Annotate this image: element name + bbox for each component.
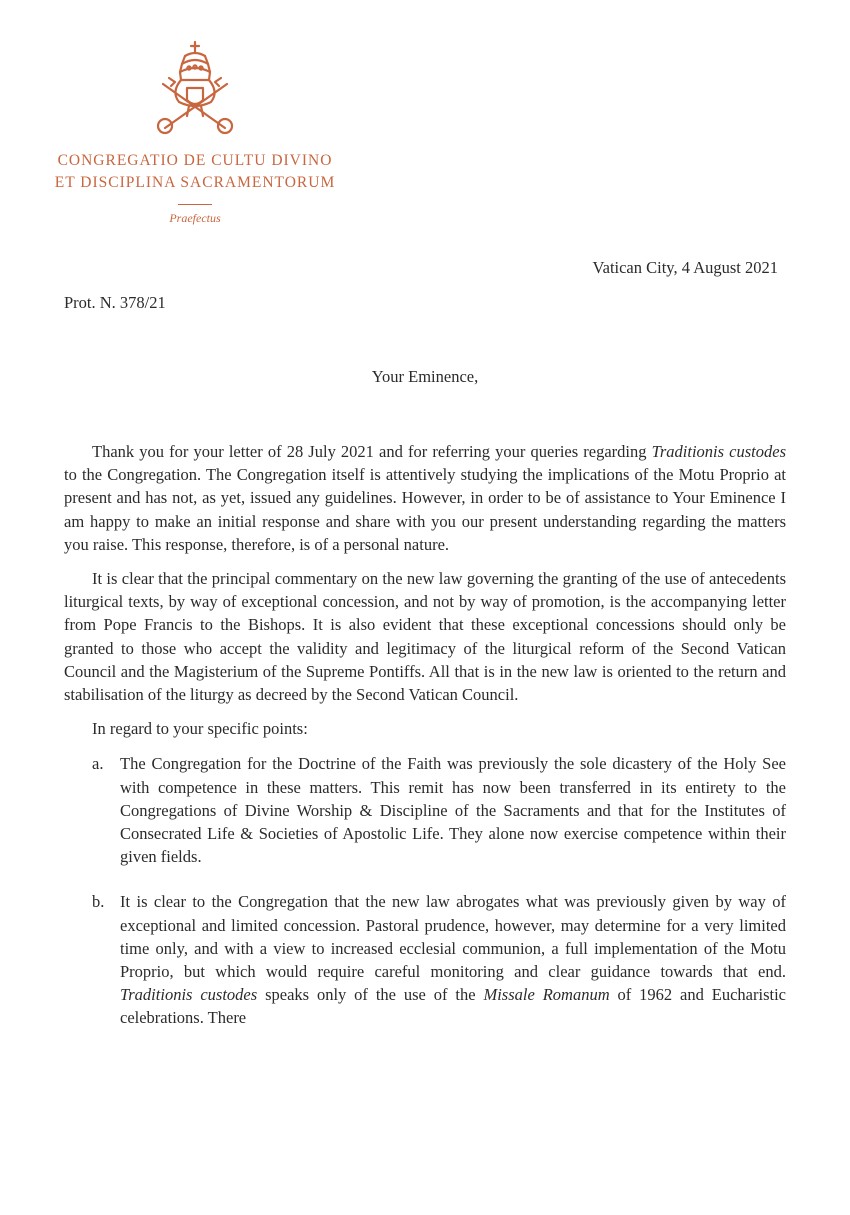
salutation: Your Eminence,	[371, 367, 479, 386]
letter-body	[64, 440, 786, 1052]
protocol-number: Prot. N. 378/21	[64, 293, 166, 312]
document-title-italic: Traditionis custodes	[120, 985, 258, 1005]
point-b-text: It is clear to the Congregation that the new law abrogates what was previously given by way of exceptional and limited concession. Pastoral prudence, however, may determine for a very limited time only, and with a view to increased ecclesial communion, a full implementation of the Motu Proprio, but which would require careful monitoring and clear guidance towards that end.	[120, 892, 786, 982]
list-marker: b.	[92, 892, 105, 912]
point-b-text-end: of 1962 and Eucharistic celebrations. There	[120, 985, 786, 1028]
missal-title-italic: Missale Romanum	[483, 985, 610, 1005]
document-title-italic: Traditionis custodes	[651, 442, 786, 461]
org-line-2: ET DISCIPLINA SACRAMENTORUM	[54, 174, 336, 191]
papal-coat-of-arms-icon	[149, 40, 241, 140]
list-item-b	[64, 890, 786, 1029]
paragraph-1-text: Thank you for your letter of 28 July 2021 and for referring your queries regarding	[92, 442, 652, 461]
list-item-text	[120, 890, 786, 1029]
point-b-text-cont: speaks only of the use of the	[257, 985, 484, 1005]
org-line-1: CONGREGATIO DE CULTU DIVINO	[57, 152, 333, 169]
congregation-name	[40, 150, 350, 194]
paragraph-1-text-cont: to the Congregation. The Congregation itself is attentively studying the implications of the Motu Proprio at present and has not, as yet, issued any guidelines. However, in order to be of assistance to Your Eminence I am happy to make an initial response and share with you our present understanding regarding the matters you raise. This response, therefore, is of a personal nature.	[64, 465, 786, 554]
paragraph-2: It is clear that the principal commentary on the new law governing the granting of the use of antecedents liturgical texts, by way of exceptional concession, and not by way of promotion, is the accompanying letter from Pope Francis to the Bishops. It is also evident that these exceptional concessions should only be granted to those who accept the validity and legitimacy of the liturgical reform of the Second Vatican Council and the Magisterium of the Supreme Pontiffs. All that is in the new law is oriented to the return and stabilisation of the liturgy as decreed by the Second Vatican Council.	[64, 569, 786, 705]
letterhead-divider	[178, 204, 212, 205]
list-item-a	[64, 752, 786, 868]
paragraph-1	[64, 440, 786, 556]
points-intro: In regard to your specific points:	[92, 719, 308, 739]
list-marker: a.	[92, 754, 104, 774]
letter-date: Vatican City, 4 August 2021	[592, 258, 778, 277]
role-title: Praefectus	[169, 211, 221, 225]
list-item-text: The Congregation for the Doctrine of the Faith was previously the sole dicastery of the Holy See with competence in these matters. This remit has now been transferred in its entirety to the Congregations of Divine Worship & Discipline of the Sacraments and that for the Institutes of Consecrated Life & Societies of Apostolic Life. They alone now exercise competence within their given fields.	[120, 754, 786, 867]
letterhead	[40, 40, 350, 226]
